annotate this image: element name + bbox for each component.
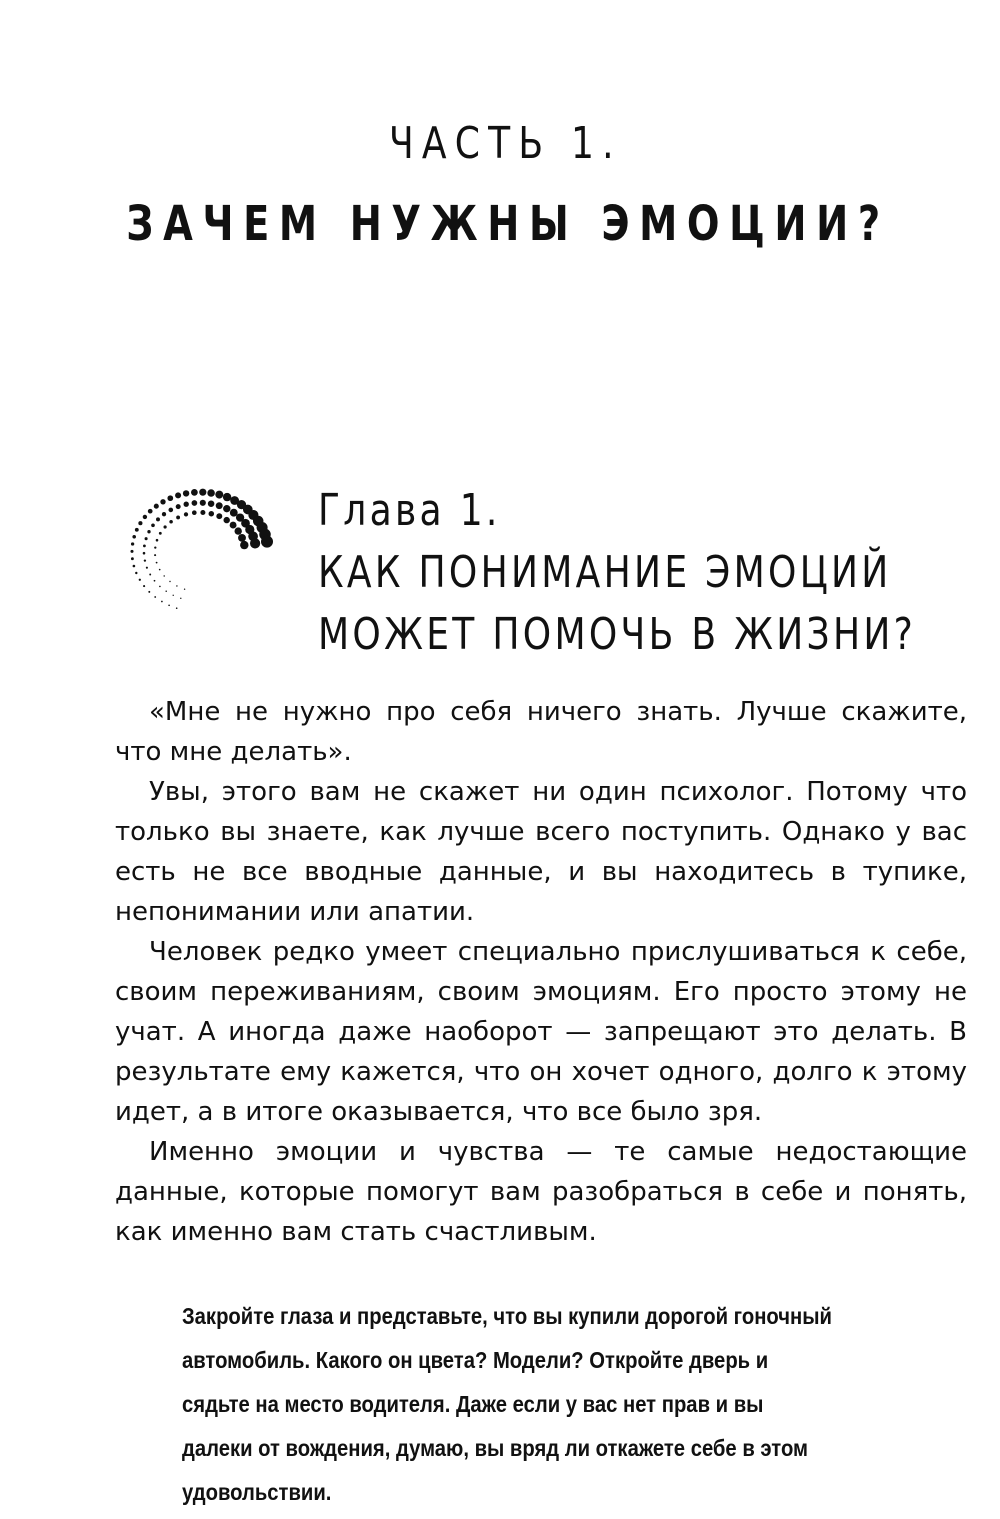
paragraph: Человек редко умеет специально прислушиваться к себе, своим переживаниям, своим эмоциям. Его просто этому не учат. А иногда даже наоборот — запрещают это делать. В результате ему кажется, что он хочет одного, долго к этому идет, а в итоге оказывается, что все было зря. <box>115 937 967 1127</box>
ornament-dot <box>151 523 155 527</box>
ornament-dot <box>176 585 177 586</box>
chapter-heading <box>318 480 916 666</box>
ornament-dot <box>230 522 237 529</box>
ornament-dot <box>144 559 146 561</box>
ornament-dot <box>164 525 167 528</box>
ornament-dot <box>224 517 230 523</box>
ornament-dot <box>184 502 189 507</box>
chapter-title-line-1: КАК ПОНИМАНИЕ ЭМОЦИЙ <box>318 547 892 598</box>
ornament-dot <box>191 489 198 496</box>
ornament-dot <box>175 492 181 498</box>
ornament-dot <box>130 550 133 553</box>
ornament-dot <box>176 504 181 509</box>
ornament-dot <box>173 595 174 596</box>
ornament-dot <box>131 557 134 560</box>
ornament-dot <box>176 607 178 609</box>
ornament-dot <box>200 500 206 506</box>
ornament-dot <box>184 589 185 590</box>
ornament-dot <box>216 513 222 519</box>
chapter-label: Глава 1. <box>318 485 501 536</box>
ornament-dot <box>192 500 198 506</box>
ornament-dot <box>215 491 223 499</box>
ornament-dot <box>168 604 170 606</box>
ornament-dot <box>192 510 197 515</box>
ornament-dot <box>235 527 242 534</box>
ornament-dot <box>168 508 173 513</box>
ornament-dot <box>147 530 150 533</box>
ornament-dot <box>200 510 205 515</box>
ornament-dot <box>135 572 137 574</box>
ornament-dot <box>154 580 156 582</box>
ornament-dot <box>169 581 170 582</box>
ornament-dot <box>132 535 136 539</box>
ornament-dot <box>208 500 215 507</box>
chapter-title-line-2: МОЖЕТ ПОМОЧЬ В ЖИЗНИ? <box>318 609 917 660</box>
ornament-dot <box>133 565 136 568</box>
ornament-dot <box>216 502 223 509</box>
ornament-dot <box>165 591 166 592</box>
ornament-dot <box>240 541 248 549</box>
ornament-dot <box>148 509 153 514</box>
paragraph: Увы, этого вам не скажет ни один психолог. Потому что только вы знаете, как лучше всего поступить. Однако у вас есть не все вводные данные, и вы находитесь в тупике, непонимании или апатии. <box>115 777 967 927</box>
ornament-dot <box>135 528 139 532</box>
ornament-dot <box>156 539 159 542</box>
ornament-dot <box>238 534 246 542</box>
ornament-dot <box>159 532 162 535</box>
ornament-dot <box>250 538 260 548</box>
ornament-dot <box>183 490 189 496</box>
ornament-dot <box>148 591 150 593</box>
ornament-dot <box>146 567 148 569</box>
ornament-dot <box>160 499 165 504</box>
ornament-dot <box>154 596 156 598</box>
ornament-dot <box>161 601 163 603</box>
part-title: ЗАЧЕМ НУЖНЫ ЭМОЦИИ? <box>126 196 890 252</box>
ornament-dot <box>159 586 161 588</box>
paragraph: «Мне не нужно про себя ничего знать. Лучше скажите, что мне делать». <box>115 697 967 767</box>
ornament-dot <box>199 489 206 496</box>
body-text <box>115 692 967 1252</box>
ornament-dot <box>154 546 156 548</box>
ornament-dot <box>143 585 145 587</box>
exercise-note: Закройте глаза и представьте, что вы купили дорогой гоночный автомобиль. Какого он цвета? Модели? Откройте дверь и сядьте на место водителя. Даже если у вас нет прав и вы далеки от вождения, думаю, вы вряд ли откажете себе в этом удовольствии. <box>182 1303 832 1505</box>
ornament-dot <box>143 515 147 519</box>
ornament-dot <box>163 575 164 576</box>
ornament-dot <box>143 552 146 555</box>
ornament-dot <box>261 536 273 548</box>
ornament-dot <box>167 495 173 501</box>
ornament-dot <box>184 512 188 516</box>
ornament-dot <box>169 520 173 524</box>
ornament-dot <box>223 505 230 512</box>
ornament-dot <box>159 569 161 571</box>
ornament-dot <box>180 598 181 599</box>
ornament-dot <box>131 542 134 545</box>
ornament-dot <box>149 574 151 576</box>
ornament-dot <box>139 579 141 581</box>
ornament-dot <box>143 545 146 548</box>
ornament-dot <box>230 509 238 517</box>
ornament-dot <box>156 562 158 564</box>
ornament-dot <box>154 554 156 556</box>
ornament-dot <box>145 537 148 540</box>
ornament-dot <box>156 517 160 521</box>
part-label: ЧАСТЬ 1. <box>388 118 622 169</box>
ornament-dot <box>223 493 231 501</box>
dotted-circle-icon <box>108 482 288 642</box>
paragraph: Именно эмоции и чувства — те самые недостающие данные, которые помогут вам разобраться в себе и понять, как именно вам стать счастливым. <box>115 1137 967 1247</box>
ornament-dot <box>209 511 215 517</box>
ornament-dot <box>154 504 159 509</box>
ornament-dot <box>162 512 166 516</box>
ornament-dot <box>138 521 142 525</box>
ornament-dot <box>207 489 215 497</box>
ornament-dot <box>176 515 180 519</box>
